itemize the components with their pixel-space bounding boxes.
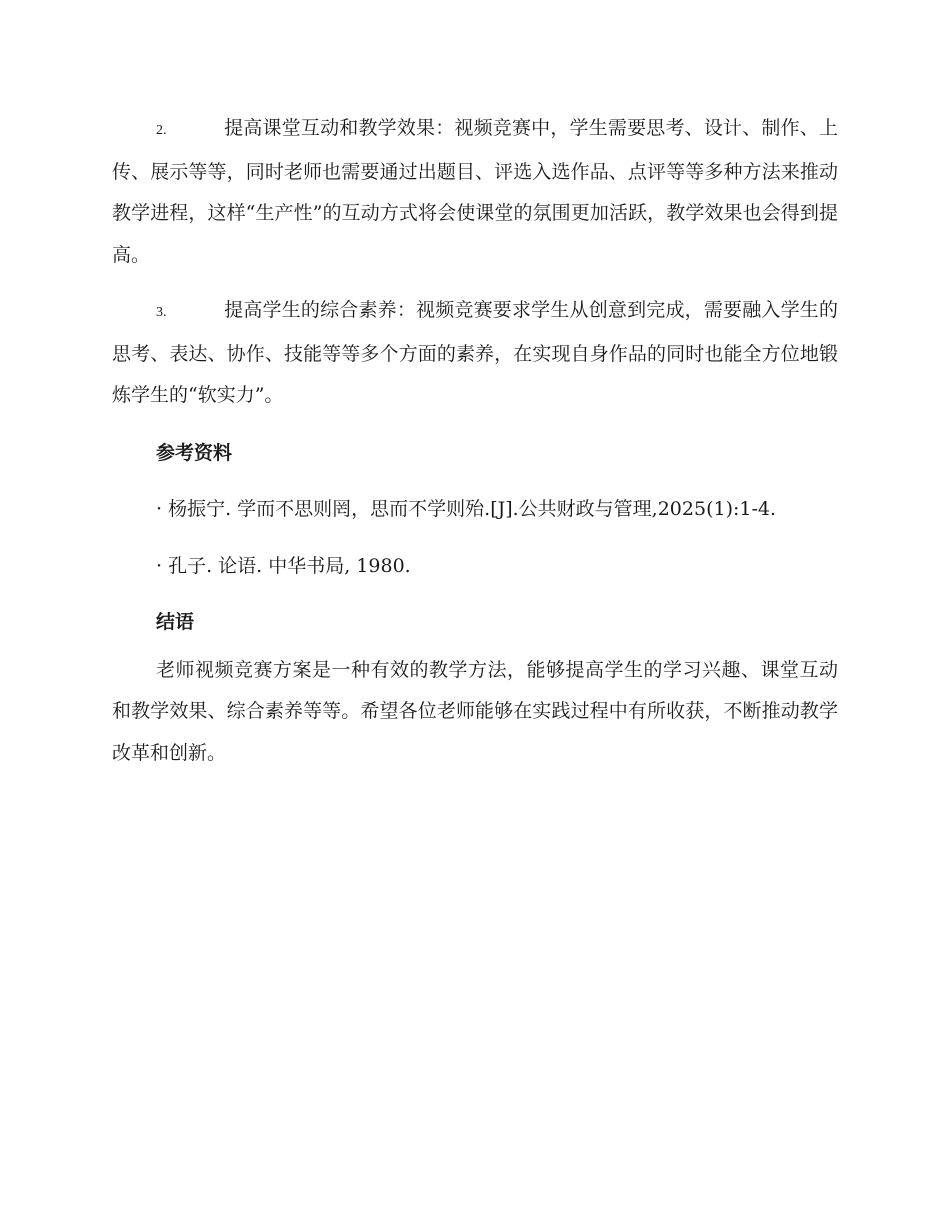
conclusion-heading: 结语 <box>156 611 195 633</box>
list-item-number: 3. <box>156 305 167 320</box>
conclusion-paragraph: 老师视频竞赛方案是一种有效的教学方法，能够提高学生的学习兴趣、课堂互动和教学效果、综合素养等等。希望各位老师能够在实践过程中有所收获，不断推动教学改革和创新。 <box>112 658 838 764</box>
list-item-2 <box>112 108 838 276</box>
list-item-3 <box>112 290 838 417</box>
list-item-text: 提高学生的综合素养：视频竞赛要求学生从创意到完成，需要融入学生的思考、表达、协作、技能等等多个方面的素养，在实现自身作品的同时也能全方位地锻炼学生的“软实力”。 <box>112 299 838 406</box>
document-body <box>112 108 838 774</box>
list-item-text: 提高课堂互动和教学效果：视频竞赛中，学生需要思考、设计、制作、上传、展示等等，同时老师也需要通过出题目、评选入选作品、点评等等多种方法来推动教学进程，这样“生产性”的互动方式将会使课堂的氛围更加活跃，教学效果也会得到提高。 <box>112 117 838 266</box>
reference-entry: · 孔子. 论语. 中华书局, 1980. <box>156 554 411 577</box>
references-heading: 参考资料 <box>156 441 233 464</box>
list-item-number: 2. <box>156 123 167 138</box>
reference-entry: · 杨振宁. 学而不思则罔，思而不学则殆.[J].公共财政与管理,2025(1):1-4. <box>156 498 777 520</box>
